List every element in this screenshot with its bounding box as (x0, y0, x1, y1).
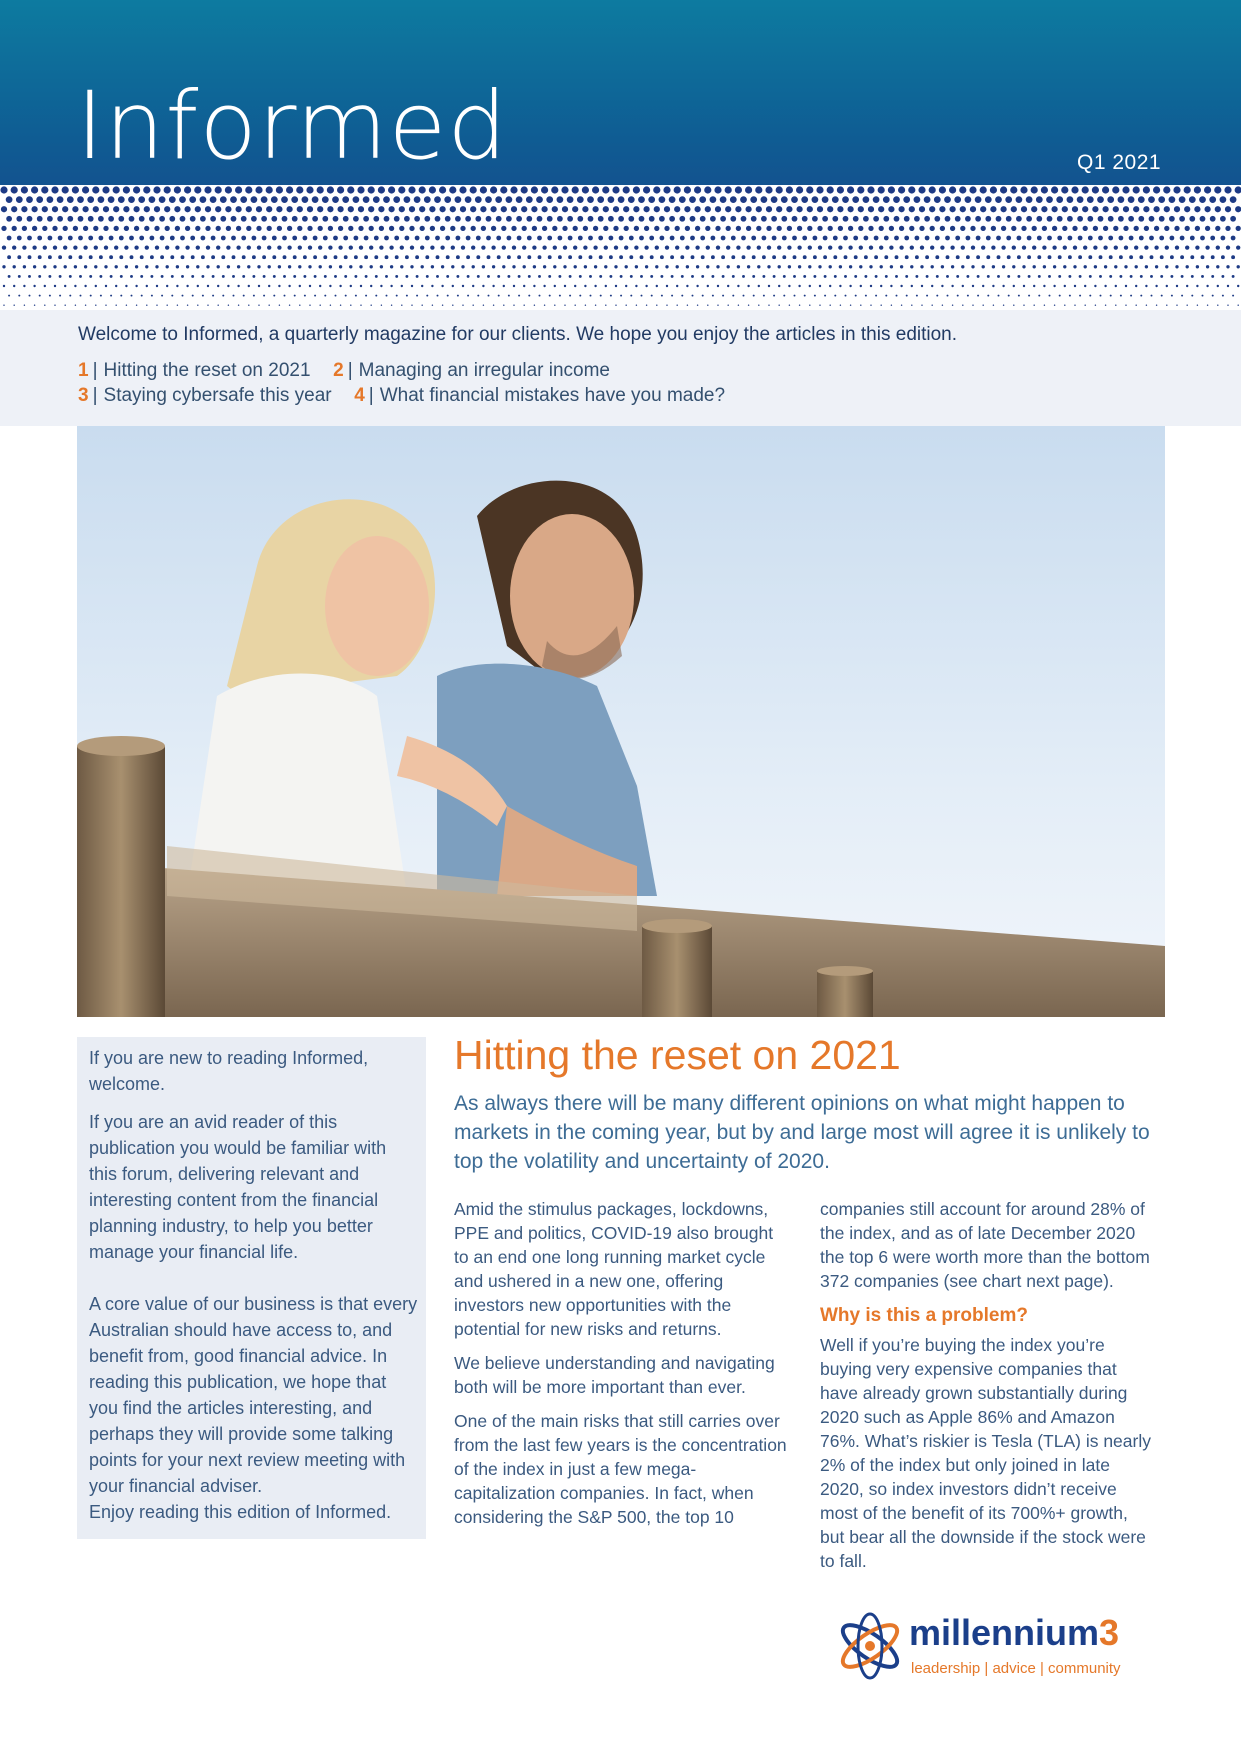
toc-line-2 (78, 385, 725, 407)
toc-title: Managing an irregular income (358, 360, 610, 381)
toc-number: 1 (78, 360, 89, 381)
intro-strip (0, 310, 1241, 426)
atom-orbit-icon (835, 1610, 905, 1682)
toc-item-1[interactable] (78, 360, 316, 381)
logo-tagline: leadership | advice | community (911, 1660, 1121, 1677)
logo-wordmark (909, 1612, 1119, 1654)
millennium3-logo (835, 1610, 1175, 1682)
hero-photo (77, 426, 1165, 1017)
article-column-1 (454, 1197, 789, 1529)
toc-item-3[interactable] (78, 385, 337, 406)
toc-number: 3 (78, 385, 89, 406)
article-lead: As always there will be many different opinions on what might happen to markets in the coming year, but by and large most will agree it is unlikely to top the volatility and uncertainty of 2020. (454, 1092, 1150, 1173)
toc-item-2[interactable] (328, 360, 610, 381)
halftone-dot-pattern (0, 185, 1241, 310)
toc-title: Staying cybersafe this year (103, 385, 332, 406)
toc-item-4[interactable] (349, 385, 725, 406)
article-paragraph: companies still account for around 28% of the index, and as of late December 2020 the top 6 were worth more than the bottom 372 companies (see chart next page). (820, 1199, 1150, 1291)
sidebar-paragraph-2: If you are an avid reader of this publication you would be familiar with this forum, delivering relevant and interesting content from the financial planning industry, to help you better manage your financial life. (89, 1112, 387, 1262)
article-paragraph: Well if you’re buying the index you’re buying very expensive companies that have already grown substantially during 2020 such as Apple 86% and Amazon 76%. What’s riskier is Tesla (TLA) is nearly 2% of the index but only joined in late 2020, so index investors didn’t receive most of the benefit of its 700%+ growth, but bear all the downside if the stock were to fall. (820, 1335, 1151, 1571)
toc-separator: | (347, 360, 353, 381)
article-subheading: Why is this a problem? (820, 1305, 1028, 1326)
toc-separator: | (368, 385, 374, 406)
toc-number: 4 (354, 385, 365, 406)
welcome-text: Welcome to Informed, a quarterly magazine for our clients. We hope you enjoy the articles in this edition. (78, 324, 958, 345)
logo-name: millennium (909, 1612, 1100, 1653)
article-paragraph: We believe understanding and navigating both will be more important than ever. (454, 1353, 775, 1397)
article-title: Hitting the reset on 2021 (454, 1032, 901, 1078)
toc-number: 2 (333, 360, 344, 381)
toc-title: What financial mistakes have you made? (379, 385, 726, 406)
toc-title: Hitting the reset on 2021 (103, 360, 311, 381)
toc-separator: | (92, 385, 98, 406)
article-column-2 (820, 1197, 1155, 1573)
couple-by-fence-illustration (77, 426, 1165, 1017)
article-paragraph: One of the main risks that still carries over from the last few years is the concentration of the index in just a few mega-capitalization companies. In fact, when considering the S&P 500, the top 10 (454, 1411, 787, 1527)
issue-label: Q1 2021 (1077, 151, 1162, 174)
logo-number: 3 (1099, 1612, 1120, 1653)
toc-separator: | (92, 360, 98, 381)
sidebar-paragraph-3: A core value of our business is that every Australian should have access to, and benefit from, good financial advice. In reading this publication, we hope that you find the articles interesting, and perhaps they will provide some talking points for your next review meeting with your financial adviser. (89, 1294, 418, 1496)
magazine-title: Informed (76, 72, 508, 181)
sidebar-paragraph-1: If you are new to reading Informed, welcome. (89, 1048, 369, 1094)
sidebar-paragraph-4: Enjoy reading this edition of Informed. (89, 1502, 392, 1522)
masthead (0, 0, 1241, 310)
article-paragraph: Amid the stimulus packages, lockdowns, PPE and politics, COVID-19 also brought to an end one long running market cycle and ushered in a new one, offering investors new opportunities with the potential for new risks and returns. (454, 1199, 774, 1339)
toc-line-1 (78, 360, 610, 382)
welcome-sidebar (77, 1037, 426, 1539)
